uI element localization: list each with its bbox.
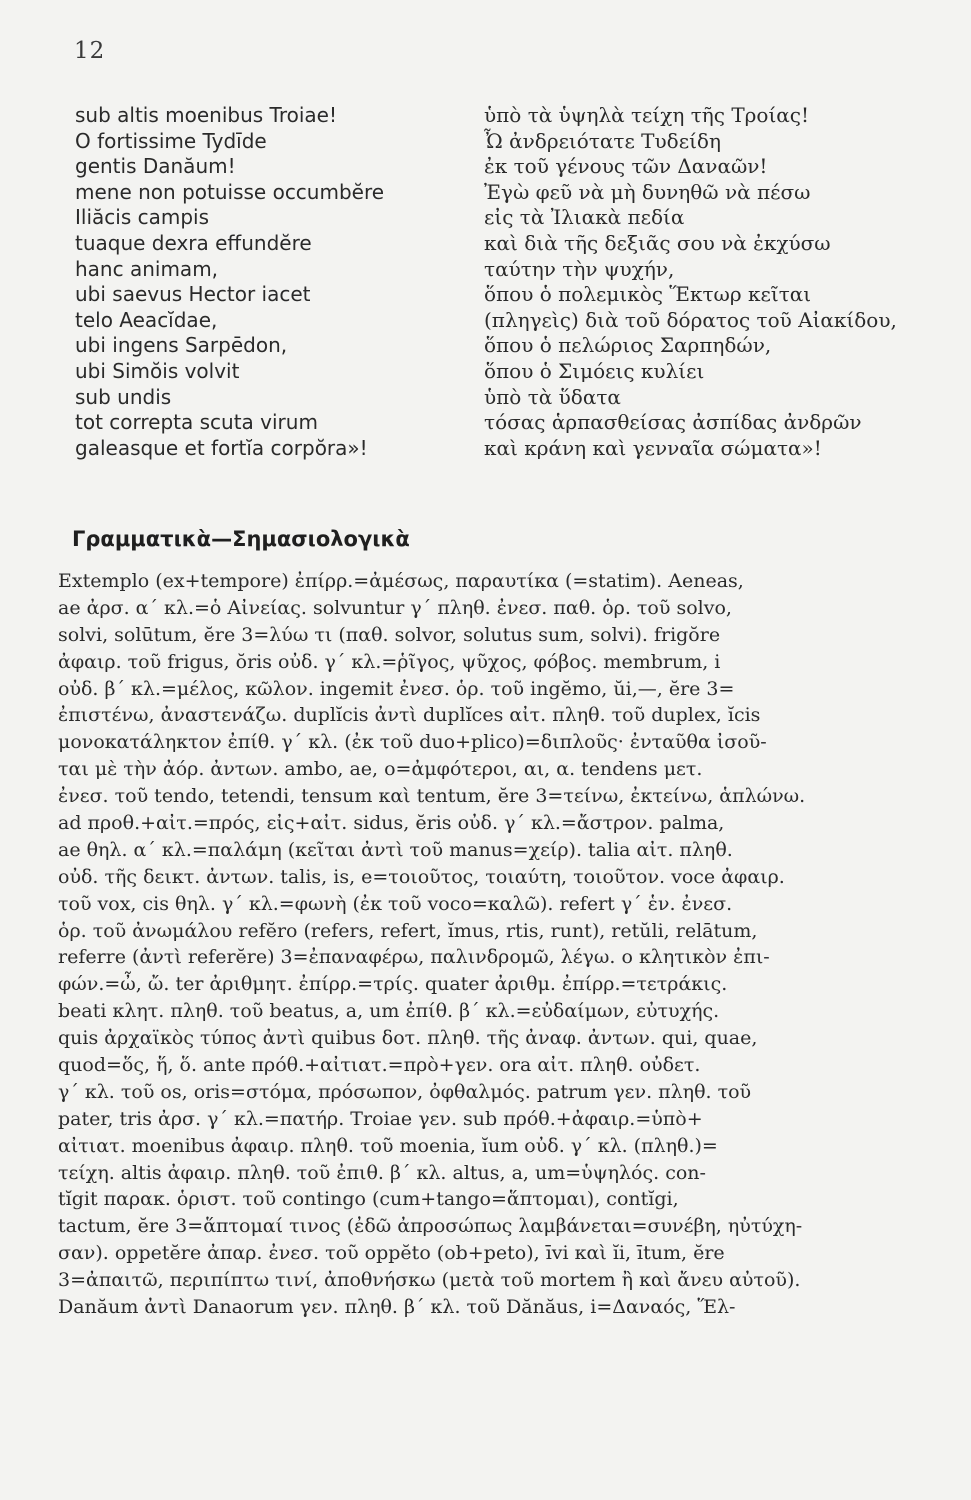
glossary-line: ἀφαιρ. τοῦ frigus, ŏris οὐδ. γ΄ κλ.=ῥῖγος, ψῦχος, φόβος. membrum, i <box>58 650 721 673</box>
latin-verse-line: tot correpta scuta virum <box>75 410 318 435</box>
greek-verse-line: τόσας ἁρπασθείσας ἀσπίδας ἀνδρῶν <box>484 410 862 435</box>
glossary-line: referre (ἀντὶ referĕre) 3=ἐπαναφέρω, παλινδρομῶ, λέγω. ο κλητικὸν ἐπι- <box>58 946 770 969</box>
glossary-line: tactum, ĕre 3=ἅπτομαί τινος (ἐδῶ ἀπροσώπως λαμβάνεται=συνέβη, ηὐτύχη- <box>58 1215 803 1238</box>
latin-verse-line: galeasque et fortĭa corpŏra»! <box>75 435 368 460</box>
glossary-line: ὁρ. τοῦ ἀνωμάλου refĕro (refers, refert, ĭmus, rtis, runt), retŭli, relātum, <box>58 919 758 942</box>
latin-verse-line: hanc animam, <box>75 256 219 281</box>
glossary-line: οὐδ. τῆς δεικτ. ἀντων. talis, is, e=τοιοῦτος, τοιαύτη, τοιοῦτον. voce ἀφαιρ. <box>58 865 785 888</box>
glossary-line: ται μὲ τὴν ἀόρ. ἀντων. ambo, ae, o=ἀμφότεροι, αι, α. tendens μετ. <box>58 758 703 781</box>
latin-verse-line: ubi saevus Hector iacet <box>75 282 311 307</box>
glossary-line: ae ἀρσ. α΄ κλ.=ὁ Αἰνείας. solvuntur γ΄ πληθ. ἐνεσ. παθ. ὁρ. τοῦ solvo, <box>58 596 732 619</box>
glossary-line: solvi, solūtum, ĕre 3=λύω τι (παθ. solvor, solutus sum, solvi). frigŏre <box>58 623 721 646</box>
latin-verse-line: ubi Simŏis volvit <box>75 358 240 383</box>
greek-verse-line: Ὦ ἀνδρειότατε Τυδείδη <box>484 128 721 153</box>
glossary-line: ἐπιστένω, ἀναστενάζω. duplĭcis ἀντὶ duplĭces αἰτ. πληθ. τοῦ duplex, ĭcis <box>58 704 761 727</box>
glossary-line: σαν). oppetĕre ἀπαρ. ἐνεσ. τοῦ oppĕto (ob+peto), īvi καὶ ĭi, ītum, ĕre <box>58 1242 725 1265</box>
glossary-line: τοῦ vox, cis θηλ. γ΄ κλ.=φωνὴ (ἐκ τοῦ voco=καλῶ). refert γ΄ ἑν. ἐνεσ. <box>58 892 733 915</box>
greek-verse-line: ὅπου ὁ πολεμικὸς Ἕκτωρ κεῖται <box>484 282 812 307</box>
greek-verse-line: (πληγεὶς) διὰ τοῦ δόρατος τοῦ Αἰακίδου, <box>484 307 897 332</box>
latin-verse-line: telo Aeacĭdae, <box>75 307 218 332</box>
glossary-line: φών.=ὦ, ὤ. ter ἀριθμητ. ἐπίρρ.=τρίς. quater ἀριθμ. ἐπίρρ.=τετράκις. <box>58 973 728 996</box>
glossary-line: Extemplo (ex+tempore) ἐπίρρ.=ἀμέσως, παραυτίκα (=statim). Aeneas, <box>58 570 744 592</box>
glossary-line: τείχη. altis ἀφαιρ. πληθ. τοῦ ἐπιθ. β΄ κλ. altus, a, um=ὑψηλός. con- <box>58 1161 706 1184</box>
greek-translation-column <box>484 103 966 461</box>
glossary-line: οὐδ. β΄ κλ.=μέλος, κῶλον. ingemit ἐνεσ. ὁρ. τοῦ ingĕmo, ŭi,—, ĕre 3= <box>58 677 735 700</box>
greek-verse-line: καὶ κράνη καὶ γενναῖα σώματα»! <box>484 435 822 460</box>
glossary-line: μονοκατάληκτον ἐπίθ. γ΄ κλ. (ἐκ τοῦ duo+plico)=διπλοῦς· ἐνταῦθα ἰσοῦ- <box>58 731 767 754</box>
greek-verse-line: ὑπὸ τὰ ὑψηλὰ τείχη τῆς Τροίας! <box>484 103 810 127</box>
latin-verse-line: mene non potuisse occumbĕre <box>75 179 385 204</box>
latin-verse-line: ubi ingens Sarpēdon, <box>75 333 288 358</box>
glossary-line: pater, tris ἀρσ. γ΄ κλ.=πατήρ. Troiae γεν. sub πρόθ.+ἀφαιρ.=ὑπὸ+ <box>58 1107 703 1130</box>
latin-verse-line: sub undis <box>75 384 172 409</box>
greek-verse-line: ὅπου ὁ Σιμόεις κυλίει <box>484 358 705 383</box>
glossary-line: beati κλητ. πληθ. τοῦ beatus, a, um ἐπίθ. β΄ κλ.=εὐδαίμων, εὐτυχής. <box>58 1000 720 1023</box>
glossary-line: tĭgit παρακ. ὁριστ. τοῦ contingo (cum+tango=ἅπτομαι), contĭgi, <box>58 1188 679 1211</box>
latin-verse-column <box>75 103 475 461</box>
glossary-line: quis ἀρχαϊκὸς τύπος ἀντὶ quibus δοτ. πληθ. τῆς ἀναφ. ἀντων. qui, quae, <box>58 1027 758 1050</box>
greek-verse-line: εἰς τὰ Ἰλιακὰ πεδία <box>484 205 685 230</box>
latin-verse-line: sub altis moenibus Troiae! <box>75 103 337 127</box>
greek-verse-line: Ἐγὼ φεῦ νὰ μὴ δυνηθῶ νὰ πέσω <box>484 179 811 204</box>
latin-verse-line: gentis Danăum! <box>75 154 236 179</box>
glossary-line: ad προθ.+αἰτ.=πρός, εἰς+αἰτ. sidus, ĕris οὐδ. γ΄ κλ.=ἄστρον. palma, <box>58 812 725 835</box>
greek-verse-line: ὅπου ὁ πελώριος Σαρπηδών, <box>484 333 772 358</box>
greek-verse-line: ὑπὸ τὰ ὕδατα <box>484 384 621 409</box>
greek-verse-line: ἐκ τοῦ γένους τῶν Δαναῶν! <box>484 154 768 179</box>
glossary-line: ae θηλ. α΄ κλ.=παλάμη (κεῖται ἀντὶ τοῦ manus=χείρ). talia αἰτ. πληθ. <box>58 838 733 861</box>
greek-verse-line: καὶ διὰ τῆς δεξιᾶς σου νὰ ἐκχύσω <box>484 230 831 255</box>
latin-verse-line: tuaque dexra effundĕre <box>75 230 312 255</box>
glossary-line: 3=ἀπαιτῶ, περιπίπτω τινί, ἀποθνήσκω (μετὰ τοῦ mortem ἢ καὶ ἄνευ αὐτοῦ). <box>58 1269 801 1292</box>
latin-verse-line: O fortissime Tydīde <box>75 128 267 153</box>
glossary-line: αἰτιατ. moenibus ἀφαιρ. πληθ. τοῦ moenia, ĭum οὐδ. γ΄ κλ. (πληθ.)= <box>58 1134 718 1157</box>
page-number: 12 <box>74 38 106 64</box>
glossary-line: quod=ὅς, ἥ, ὅ. ante πρόθ.+αἰτιατ.=πρὸ+γεν. ora αἰτ. πληθ. οὐδετ. <box>58 1054 701 1077</box>
glossary-line: ἐνεσ. τοῦ tendo, tetendi, tensum καὶ tentum, ĕre 3=τείνω, ἐκτείνω, ἁπλώνω. <box>58 785 806 808</box>
glossary-paragraph <box>58 568 964 1321</box>
glossary-line: Danăum ἀντὶ Danaorum γεν. πληθ. β΄ κλ. τοῦ Dănăus, i=Δαναός, Ἕλ- <box>58 1296 736 1319</box>
latin-verse-line: Iliăcis campis <box>75 205 210 230</box>
glossary-line: γ΄ κλ. τοῦ os, oris=στόμα, πρόσωπον, ὀφθαλμός. patrum γεν. πληθ. τοῦ <box>58 1080 752 1103</box>
section-heading: Γραμματικὰ—Σημασιολογικὰ <box>72 527 410 551</box>
greek-verse-line: ταύτην τὴν ψυχήν, <box>484 256 675 281</box>
